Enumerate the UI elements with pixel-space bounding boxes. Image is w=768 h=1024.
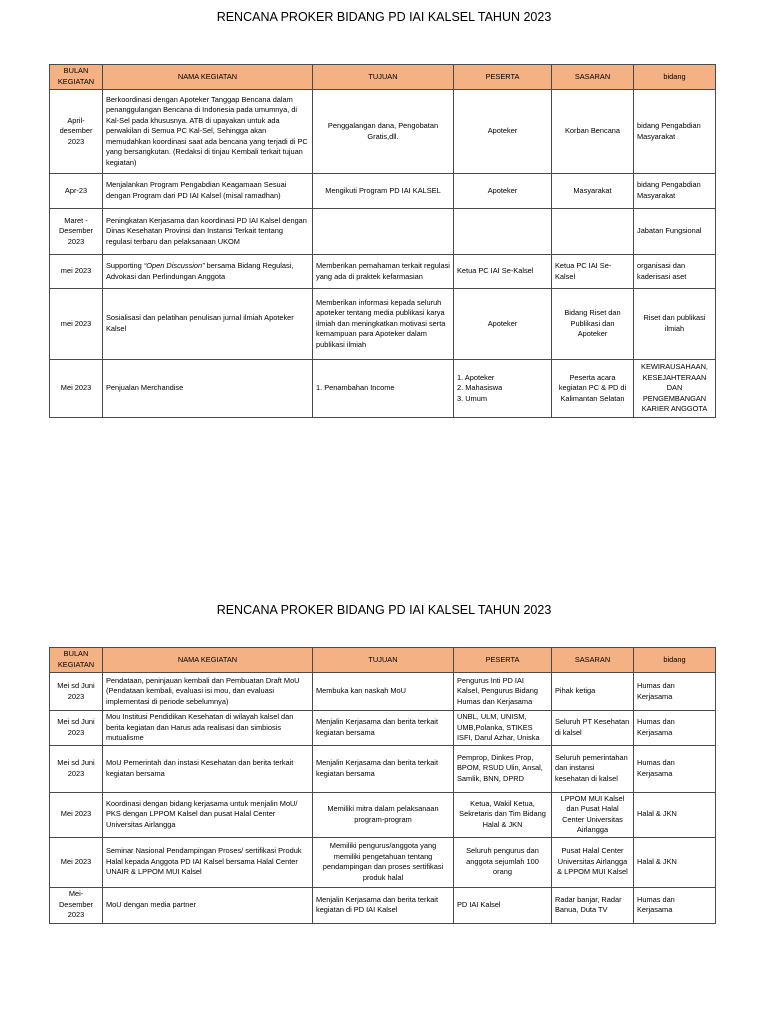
- cell-bidang: Riset dan publikasi ilmiah: [634, 289, 716, 360]
- cell-bulan: Apr-23: [50, 174, 103, 209]
- cell-nama-kegiatan: Pendataan, peninjauan kembali dan Pembuatan Draft MoU (Pendataan kembali, evaluasi isi mou, dan evaluasi implementasi di periode sebelumnya): [103, 673, 313, 711]
- header-tujuan: TUJUAN: [313, 648, 454, 673]
- header-bidang: bidang: [634, 65, 716, 90]
- cell-bulan: Mei 2023: [50, 837, 103, 887]
- nama-text-italic: “Open Discussion”: [143, 260, 205, 270]
- cell-bulan: Mei sd Juni 2023: [50, 711, 103, 746]
- cell-bulan: Mei sd Juni 2023: [50, 673, 103, 711]
- table-row: [50, 711, 716, 746]
- page-title: RENCANA PROKER BIDANG PD IAI KALSEL TAHUN 2023: [216, 10, 552, 24]
- cell-nama-kegiatan: [103, 255, 313, 289]
- header-nama-kegiatan: NAMA KEGIATAN: [103, 65, 313, 90]
- table-header-row: [50, 65, 716, 90]
- proker-table: [49, 64, 716, 418]
- cell-peserta: Pemprop, Dinkes Prop, BPOM, RSUD Ulin, Ansal, Samlik, BNN, DPRD: [454, 745, 552, 792]
- cell-bulan: Mei 2023: [50, 360, 103, 418]
- cell-nama-kegiatan: Mou Institusi Pendidikan Kesehatan di wilayah kalsel dan berita kegiatan dan Harus ada realisasi dan simbiosis mutualisme: [103, 711, 313, 746]
- cell-sasaran: Radar banjar, Radar Banua, Duta TV: [552, 887, 634, 923]
- cell-nama-kegiatan: Koordinasi dengan bidang kerjasama untuk menjalin MoU/ PKS dengan LPPOM Kalsel dan pusat Halal Center Universitas Airlangga: [103, 792, 313, 837]
- header-bulan-kegiatan: BULAN KEGIATAN: [50, 65, 103, 90]
- cell-bidang: Humas dan Kerjasama: [634, 887, 716, 923]
- cell-bidang: Humas dan Kerjasama: [634, 673, 716, 711]
- table-header-row: [50, 648, 716, 673]
- cell-nama-kegiatan: MoU dengan media partner: [103, 887, 313, 923]
- header-peserta: PESERTA: [454, 648, 552, 673]
- cell-peserta: Apoteker: [454, 90, 552, 174]
- cell-peserta: PD IAI Kalsel: [454, 887, 552, 923]
- cell-sasaran: Pihak ketiga: [552, 673, 634, 711]
- table-row: [50, 209, 716, 255]
- table-row: [50, 289, 716, 360]
- table-row: [50, 90, 716, 174]
- table-row: [50, 837, 716, 887]
- cell-tujuan: Menjalin Kerjasama dan berita terkait kegiatan bersama: [313, 711, 454, 746]
- proker-table: [49, 647, 716, 924]
- cell-sasaran: Seluruh pemerintahan dan instansi kesehatan di kalsel: [552, 745, 634, 792]
- cell-peserta: Ketua, Wakil Ketua, Sekretaris dan Tim Bidang Halal & JKN: [454, 792, 552, 837]
- cell-sasaran: Korban Bencana: [552, 90, 634, 174]
- cell-bulan: Mei 2023: [50, 792, 103, 837]
- cell-tujuan: Menjalin Kerjasama dan berita terkait kegiatan bersama: [313, 745, 454, 792]
- cell-peserta: Apoteker: [454, 289, 552, 360]
- cell-tujuan: Mengikuti Program PD IAI KALSEL: [313, 174, 454, 209]
- cell-nama-kegiatan: Menjalankan Program Pengabdian Keagamaan Sesuai dengan Program dari PD IAI Kalsel (misal ramadhan): [103, 174, 313, 209]
- cell-bulan: Mei sd Juni 2023: [50, 745, 103, 792]
- cell-peserta: Apoteker: [454, 174, 552, 209]
- cell-sasaran: [552, 209, 634, 255]
- table-row: [50, 745, 716, 792]
- cell-sasaran: Peserta acara kegiatan PC & PD di Kalimantan Selatan: [552, 360, 634, 418]
- cell-peserta: UNBL, ULM, UNISM, UMB,Polanka, STIKES ISFI, Darul Azhar, Uniska: [454, 711, 552, 746]
- cell-nama-kegiatan: Peningkatan Kerjasama dan koordinasi PD IAI Kalsel dengan Dinas Kesehatan Provinsi dan Instansi Terkait tentang regulasi terbaru dan pelaksanaan UKOM: [103, 209, 313, 255]
- cell-sasaran: Pusat Halal Center Universitas Airlangga & LPPOM MUI Kalsel: [552, 837, 634, 887]
- cell-tujuan: Memiliki pengurus/anggota yang memiliki pengetahuan tentang pendampingan dan proses sertifikasi produk halal: [313, 837, 454, 887]
- cell-sasaran: Seluruh PT Kesehatan di kalsel: [552, 711, 634, 746]
- cell-tujuan: Memiliki mitra dalam pelaksanaan program-program: [313, 792, 454, 837]
- table-row: [50, 360, 716, 418]
- table-row: [50, 792, 716, 837]
- cell-bulan: Mei- Desember 2023: [50, 887, 103, 923]
- table-row: [50, 174, 716, 209]
- cell-nama-kegiatan: Sosialisasi dan pelatihan penulisan jurnal ilmiah Apoteker Kalsel: [103, 289, 313, 360]
- cell-tujuan: Membuka kan naskah MoU: [313, 673, 454, 711]
- cell-bidang: bidang Pengabdian Masyarakat: [634, 90, 716, 174]
- cell-tujuan: Penggalangan dana, Pengobatan Gratis,dll.: [313, 90, 454, 174]
- cell-bidang: Jabatan Fungsional: [634, 209, 716, 255]
- cell-bidang: Humas dan Kerjasama: [634, 711, 716, 746]
- cell-peserta: Pengurus Inti PD IAI Kalsel, Pengurus Bidang Humas dan Kerjasama: [454, 673, 552, 711]
- cell-bulan: mei 2023: [50, 289, 103, 360]
- cell-nama-kegiatan: MoU Pemerintah dan instasi Kesehatan dan berita terkait kegiatan bersama: [103, 745, 313, 792]
- cell-bulan: mei 2023: [50, 255, 103, 289]
- cell-bidang: KEWIRAUSAHAAN, KESEJAHTERAAN DAN PENGEMBANGAN KARIER ANGGOTA: [634, 360, 716, 418]
- header-bidang: bidang: [634, 648, 716, 673]
- cell-peserta: Ketua PC IAI Se-Kalsel: [454, 255, 552, 289]
- header-bulan-kegiatan: BULAN KEGIATAN: [50, 648, 103, 673]
- cell-bulan: Maret - Desember 2023: [50, 209, 103, 255]
- header-peserta: PESERTA: [454, 65, 552, 90]
- cell-bidang: Humas dan Kerjasama: [634, 745, 716, 792]
- cell-sasaran: Bidang Riset dan Publikasi dan Apoteker: [552, 289, 634, 360]
- cell-bidang: Halal & JKN: [634, 837, 716, 887]
- cell-tujuan: Memberikan pemahaman terkait regulasi yang ada di praktek kefarmasian: [313, 255, 454, 289]
- header-sasaran: SASARAN: [552, 65, 634, 90]
- cell-sasaran: Masyarakat: [552, 174, 634, 209]
- nama-text-pre: Supporting: [106, 260, 144, 270]
- cell-sasaran: LPPOM MUI Kalsel dan Pusat Halal Center Universitas Airlangga: [552, 792, 634, 837]
- header-nama-kegiatan: NAMA KEGIATAN: [103, 648, 313, 673]
- table-row: [50, 673, 716, 711]
- cell-nama-kegiatan: Penjualan Merchandise: [103, 360, 313, 418]
- header-sasaran: SASARAN: [552, 648, 634, 673]
- cell-nama-kegiatan: Berkoordinasi dengan Apoteker Tanggap Bencana dalam penanggulangan Bencana di Indonesia pada umumnya, di Kal-Sel pada khususnya. ATB di upayakan untuk ada perwakilan di Semua PC Kal-Sel, Sehingga akan memudahkan koordinasi saat ada bencana yang terjadi di PC yang bersangkutan. (Redaksi di tinjau Kembali terkait tujuan kegiatan): [103, 90, 313, 174]
- cell-bidang: bidang Pengabdian Masyarakat: [634, 174, 716, 209]
- nama-text-post: bersama Bidang Regulasi, Advokasi dan Perlindungan Anggota: [106, 260, 294, 281]
- cell-peserta: 1. Apoteker 2. Mahasiswa 3. Umum: [454, 360, 552, 418]
- cell-bidang: Halal & JKN: [634, 792, 716, 837]
- header-tujuan: TUJUAN: [313, 65, 454, 90]
- cell-peserta: Seluruh pengurus dan anggota sejumlah 100 orang: [454, 837, 552, 887]
- page-title: RENCANA PROKER BIDANG PD IAI KALSEL TAHUN 2023: [216, 603, 552, 617]
- cell-tujuan: 1. Penambahan Income: [313, 360, 454, 418]
- table-row: [50, 255, 716, 289]
- cell-peserta: [454, 209, 552, 255]
- cell-sasaran: Ketua PC IAI Se-Kalsel: [552, 255, 634, 289]
- cell-tujuan: Menjalin Kerjasama dan berita terkait kegiatan di PD IAI Kalsel: [313, 887, 454, 923]
- table-row: [50, 887, 716, 923]
- cell-tujuan: Memberikan informasi kepada seluruh apoteker tentang media publikasi karya ilmiah dan meningkatkan motivasi serta kemampuan para Apoteker dalam publikasi ilmiah: [313, 289, 454, 360]
- cell-nama-kegiatan: Seminar Nasional Pendampingan Proses/ sertifikasi Produk Halal kepada Anggota PD IAI Kalsel bersama Halal Center UNAIR & LPPOM MUI Kalsel: [103, 837, 313, 887]
- cell-tujuan: [313, 209, 454, 255]
- cell-bulan: April- desember 2023: [50, 90, 103, 174]
- cell-bidang: organisasi dan kaderisasi aset: [634, 255, 716, 289]
